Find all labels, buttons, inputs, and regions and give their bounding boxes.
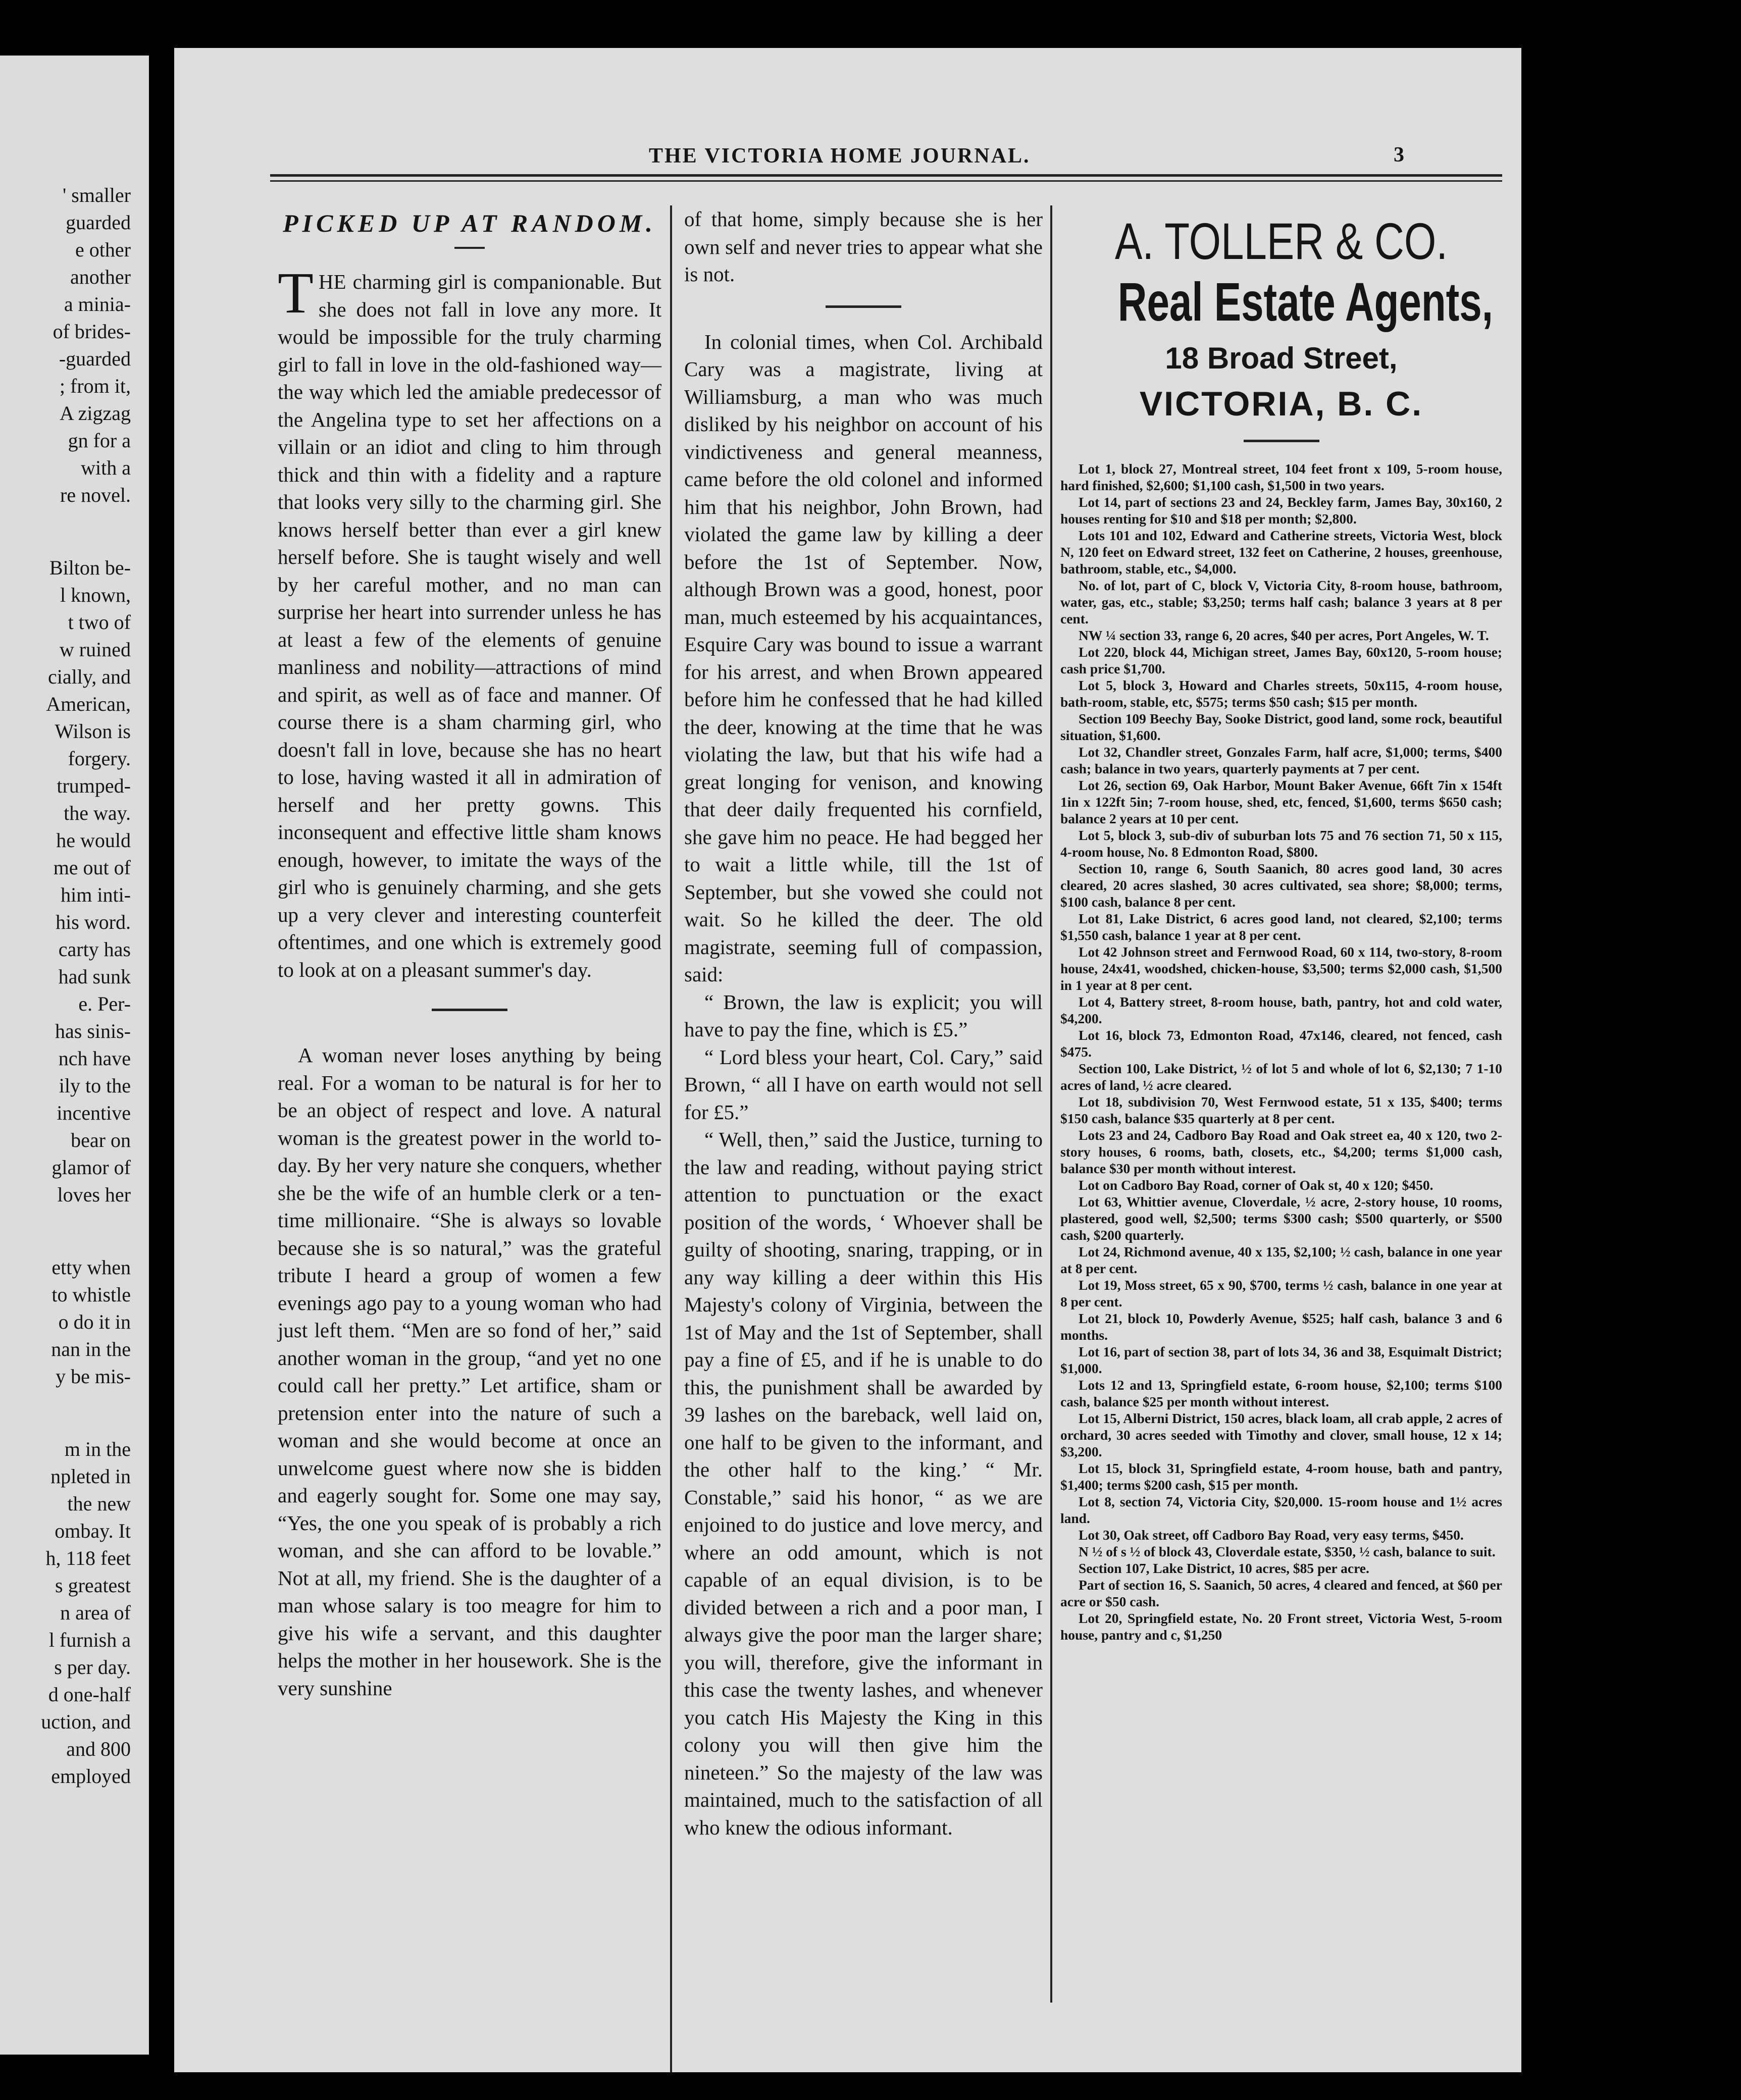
fragment-line: him inti-	[61, 883, 131, 906]
fragment-line: the way.	[64, 802, 131, 824]
fragment-line: glamor of	[52, 1156, 131, 1179]
listing-item: Part of section 16, S. Saanich, 50 acres, 4 cleared and fenced, at $60 per acre or $50 cash.	[1060, 1577, 1502, 1609]
article-title: PICKED UP AT RANDOM.	[283, 209, 656, 237]
fragment-line: and 800	[66, 1738, 131, 1760]
article-paragraph: THE charming girl is companionable. But she does not fall in love any more. It would be impossible for the truly charming girl to fall in love in the old-fashioned way—the way which led the amiable predecessor of the Angelina type to set her affections on a villain or an idiot and cling to him through thick and thin with a fidelity and a rapture that looks very silly to the charming girl. She knows herself better than ever a girl knew herself before. She is taught wisely and well by her careful mother, and no man can surprise her heart into surrender unless he has at least a few of the elements of genuine manliness and nobility—attractions of mind and spirit, as well as of face and manner. Of course there is a sham charming girl, who doesn't fall in love, because she has no heart to lose, having wasted it all in admiration of herself and her pretty gowns. This inconsequent and effective little sham knows enough, however, to imitate the ways of the girl who is genuinely charming, and she gets up a very clever and interesting counterfeit oftentimes, and one which is extremely good to look at on a pleasant summer's day.	[278, 261, 661, 981]
fragment-line: ombay. It	[55, 1519, 131, 1542]
ad-rule	[1244, 440, 1319, 442]
fragment-line: Bilton be-	[49, 556, 131, 579]
listing-item: Lot 20, Springfield estate, No. 20 Front street, Victoria West, 5-room house, pantry and c, $1,250	[1060, 1610, 1502, 1643]
fragment-line: y be mis-	[56, 1365, 131, 1388]
listing-item: Lot 24, Richmond avenue, 40 x 135, $2,100; ½ cash, balance in one year at 8 per cent.	[1060, 1244, 1502, 1276]
listing-item: Lot 220, block 44, Michigan street, James Bay, 60x120, 5-room house; cash price $1,700.	[1060, 644, 1502, 676]
article-paragraph: of that home, simply because she is her own self and never tries to appear what she is not.	[684, 207, 1043, 286]
firm-street: 18 Broad Street,	[1165, 341, 1398, 375]
fragment-line: l furnish a	[48, 1629, 131, 1651]
listing-item: Lot 5, block 3, sub-div of suburban lots 75 and 76 section 71, 50 x 115, 4-room house, No. 8 Edmonton Road, $800.	[1060, 827, 1502, 860]
fragment-line: another	[70, 266, 131, 288]
listing-item: Lot on Cadboro Bay Road, corner of Oak st, 40 x 120; $450.	[1079, 1177, 1433, 1193]
fragment-line: d one-half	[48, 1683, 131, 1706]
fragment-line: re novel.	[60, 484, 131, 506]
newspaper-page	[174, 48, 1521, 2072]
fragment-line: ; from it,	[59, 375, 131, 397]
article-paragraph: In colonial times, when Col. Archibald Cary was a magistrate, living at Williamsburg, a man who was much disliked by his neighbor on account of his vindictiveness and general meanness, came before the old colonel and informed him that his neighbor, John Brown, had violated the game law by killing a deer before the 1st of September. Now, although Brown was a good, honest, poor man, much esteemed by his acquaintances, Esquire Cary was bound to issue a warrant for his arrest, and when Brown appeared before him he confessed that he had killed the deer, knowing at the time that he was violating the law, but that his wife had a great longing for venison, and knowing that deer daily frequented his cornfield, she gave him no peace. He had begged her to wait a little while, till the 1st of September, but she vowed she could not wait. So he killed the deer. The old magistrate, seeming full of compassion, said:	[684, 330, 1043, 986]
listing-item: Lot 42 Johnson street and Fernwood Road, 60 x 114, two-story, 8-room house, 24x41, woodshed, chicken-house, $3,500; terms $2,000 cash, $1,500 in 1 year at 8 per cent.	[1060, 944, 1502, 993]
fragment-line: with a	[81, 456, 131, 479]
fragment-line: cially, and	[47, 665, 131, 688]
fragment-line: carty has	[58, 938, 131, 961]
column-rule	[670, 205, 672, 2072]
fragment-line: e other	[75, 238, 131, 261]
fragment-line: w ruined	[59, 638, 131, 661]
property-listings	[1060, 460, 1502, 1643]
article-paragraph: “ Well, then,” said the Justice, turning to the law and reading, without paying strict attention to punctuation or the exact position of the words, ‘ Whoever shall be guilty of shooting, snaring, trapping, or in any way killing a deer within this His Majesty's colony of Virginia, between the 1st of May and the 1st of September, shall pay a fine of £5, and if he is unable to do this, the punishment shall be awarded by 39 lashes on the bareback, well laid on, one half to be given to the informant, and the other half to the king.’ “ Mr. Constable,” said his honor, “ as we are enjoined to do justice and love mercy, and where an odd amount, which is not capable of an equal division, is to be divided between a rich and a poor man, I always give the poor man the larger share; you will, therefore, give the informant in this case the twenty lashes, and whenever you catch His Majesty the King in this colony you will then give him the nineteen.” So the majesty of the law was maintained, much to the satisfaction of all who knew the odious informant.	[684, 1128, 1043, 1839]
listing-item: Lot 4, Battery street, 8-room house, bath, pantry, hot and cold water, $4,200.	[1060, 994, 1502, 1026]
listing-item: Lot 5, block 3, Howard and Charles streets, 50x115, 4-room house, bath-room, stable, etc, $575; terms $50 cash; $15 per month.	[1060, 677, 1502, 710]
drop-cap: T	[278, 261, 314, 326]
fragment-line: s greatest	[55, 1574, 131, 1597]
section-rule	[432, 1009, 507, 1011]
firm-name: A. TOLLER & CO.	[1114, 213, 1448, 270]
fragment-line: me out of	[53, 856, 131, 879]
header-rule	[270, 180, 1502, 182]
column-2	[684, 205, 1043, 1841]
listing-item: Lot 63, Whittier avenue, Cloverdale, ½ acre, 2-story house, 10 rooms, plastered, good well, $2,500; terms $300 cash; $500 quarterly, or $500 cash, $200 quarterly.	[1060, 1194, 1502, 1243]
fragment-line: t two of	[68, 611, 131, 634]
fragment-line: n area of	[60, 1601, 131, 1624]
fragment-line: ily to the	[59, 1074, 131, 1097]
real-estate-advertisement	[1060, 205, 1502, 1643]
listing-item: Lot 16, part of section 38, part of lots 34, 36 and 38, Esquimalt District; $1,000.	[1060, 1344, 1502, 1376]
fragment-line: uction, and	[41, 1710, 131, 1733]
listing-item: Lot 16, block 73, Edmonton Road, 47x146, cleared, not fenced, cash $475.	[1060, 1027, 1502, 1060]
listing-item: No. of lot, part of C, block V, Victoria City, 8-room house, bathroom, water, gas, etc., stable; $3,250; terms half cash; balance 3 years at 8 per cent.	[1060, 578, 1502, 626]
adjacent-page-fragment	[0, 56, 149, 2055]
fragment-line: the new	[67, 1492, 131, 1515]
listing-item: Lot 15, block 31, Springfield estate, 4-room house, bath and pantry, $1,400; terms $200 cash, $15 per month.	[1060, 1460, 1502, 1493]
fragment-line: forgery.	[68, 747, 131, 770]
listing-item: Lot 26, section 69, Oak Harbor, Mount Baker Avenue, 66ft 7in x 154ft 1in x 122ft 5in; 7-room house, shed, etc, fenced, $1,600, terms $650 cash; balance 2 years at 10 per cent.	[1060, 777, 1502, 826]
fragment-line: incentive	[57, 1101, 131, 1124]
listing-item: NW ¼ section 33, range 6, 20 acres, $40 per acres, Port Angeles, W. T.	[1079, 627, 1489, 643]
header-rule	[270, 174, 1502, 177]
listing-item: Lots 101 and 102, Edward and Catherine streets, Victoria West, block N, 120 feet on Edward street, 132 feet on Catherine, 2 houses, greenhouse, bathroom, stable, etc., $4,000.	[1060, 528, 1502, 576]
fragment-line: guarded	[66, 211, 131, 234]
fragment-line: etty when	[52, 1256, 131, 1279]
article-paragraph: “ Brown, the law is explicit; you will have to pay the fine, which is £5.”	[684, 990, 1043, 1041]
fragment-line: s per day.	[54, 1656, 131, 1678]
listing-item: Lot 21, block 10, Powderly Avenue, $525; half cash, balance 3 and 6 months.	[1060, 1310, 1502, 1343]
journal-title: THE VICTORIA HOME JOURNAL.	[649, 144, 1031, 168]
column-1	[278, 205, 661, 1702]
fragment-line: has sinis-	[55, 1020, 131, 1042]
fragment-line: ' smaller	[63, 184, 131, 206]
fragment-line: Wilson is	[55, 720, 131, 743]
fragment-line: nch have	[58, 1047, 131, 1070]
listing-item: Lots 23 and 24, Cadboro Bay Road and Oak street ea, 40 x 120, two 2-story houses, 6 rooms, bath, closets, etc., $4,200; terms $1,000 cash, balance $30 per month without interest.	[1060, 1127, 1502, 1176]
firm-title: Real Estate Agents,	[1117, 271, 1493, 332]
fragment-line: loves her	[57, 1183, 131, 1206]
fragment-line: he would	[56, 829, 131, 852]
firm-city: VICTORIA, B. C.	[1139, 385, 1423, 423]
listing-item: Lot 32, Chandler street, Gonzales Farm, half acre, $1,000; terms, $400 cash; balance in two years, quarterly payments at 7 per cent.	[1060, 744, 1502, 776]
listing-item: Lot 1, block 27, Montreal street, 104 feet front x 109, 5-room house, hard finished, $2,600; $1,100 cash, $1,500 in two years.	[1060, 461, 1502, 493]
fragment-line: to whistle	[52, 1283, 131, 1306]
article-paragraph: “ Lord bless your heart, Col. Cary,” said Brown, “ all I have on earth would not sell for £5.”	[684, 1045, 1043, 1124]
fragment-line: bear on	[71, 1129, 131, 1151]
fragment-line: nan in the	[51, 1338, 131, 1360]
fragment-line: A zigzag	[59, 402, 131, 425]
listing-item: Section 109 Beechy Bay, Sooke District, good land, some rock, beautiful situation, $1,600.	[1060, 711, 1502, 743]
listing-item: Lot 81, Lake District, 6 acres good land, not cleared, $2,100; terms $1,550 cash, balance 1 year at 8 per cent.	[1060, 911, 1502, 943]
listing-item: Lot 14, part of sections 23 and 24, Beckley farm, James Bay, 30x160, 2 houses renting for $10 and $18 per month; $2,800.	[1060, 494, 1502, 527]
fragment-line: trumped-	[57, 774, 131, 797]
fragment-line: had sunk	[58, 965, 131, 988]
article-paragraph: A woman never loses anything by being real. For a woman to be natural is for her to be an object of respect and love. A natural woman is the greatest power in the world to-day. By her very nature she conquers, whether she be the wife of an humble clerk or a ten-time millionaire. “She is always so lovable because she is so natural,” was the grateful tribute I heard a group of women a few evenings ago pay to a young woman who had just left them. “Men are so fond of her,” said another woman in the group, “and yet no one could call her pretty.” Let artifice, sham or pretension enter into the nature of such a woman and she would become at once an unwelcome guest where now she is bidden and eagerly sought for. Some one may say, “Yes, the one you speak of is probably a rich woman, and she can afford to be lovable.” Not at all, my friend. She is the daughter of a man whose salary is too meagre for him to give his wife a servant, and this daughter helps the mother in her housework. She is the very sunshine	[278, 1043, 661, 1700]
column-rule	[1050, 205, 1052, 2003]
fragment-line: employed	[51, 1765, 131, 1788]
listing-item: N ½ of s ½ of block 43, Cloverdale estate, $350, ½ cash, balance to suit.	[1079, 1544, 1496, 1559]
fragment-line: of brides-	[53, 320, 131, 343]
listing-item: Lot 19, Moss street, 65 x 90, $700, terms ½ cash, balance in one year at 8 per cent.	[1060, 1277, 1502, 1309]
listing-item: Lot 30, Oak street, off Cadboro Bay Road, very easy terms, $450.	[1079, 1527, 1464, 1543]
title-rule	[454, 247, 485, 249]
listing-item: Section 100, Lake District, ½ of lot 5 and whole of lot 6, $2,130; 7 1-10 acres of land, ½ acre cleared.	[1060, 1061, 1502, 1093]
section-rule	[826, 305, 901, 308]
page-number: 3	[1394, 143, 1404, 167]
fragment-line: his word.	[56, 911, 131, 933]
fragment-line: American,	[46, 693, 131, 715]
fragment-line: -guarded	[59, 347, 131, 370]
fragment-line: gn for a	[68, 429, 131, 452]
listing-item: Lot 15, Alberni District, 150 acres, black loam, all crab apple, 2 acres of orchard, 30 acres seeded with Timothy and clover, small house, 12 x 14; $3,200.	[1060, 1410, 1502, 1459]
listing-item: Section 10, range 6, South Saanich, 80 acres good land, 30 acres cleared, 20 acres slashed, 30 acres cultivated, sea shore; $8,000; terms, $100 cash, balance 8 per cent.	[1060, 861, 1502, 910]
listing-item: Section 107, Lake District, 10 acres, $85 per acre.	[1079, 1560, 1369, 1576]
fragment-line: h, 118 feet	[45, 1547, 131, 1569]
fragment-line: e. Per-	[78, 992, 131, 1015]
listing-item: Lot 8, section 74, Victoria City, $20,000. 15-room house and 1½ acres land.	[1060, 1494, 1502, 1526]
listing-item: Lots 12 and 13, Springfield estate, 6-room house, $2,100; terms $100 cash, balance $25 per month without interest.	[1060, 1377, 1502, 1409]
fragment-line: m in the	[64, 1438, 131, 1460]
listing-item: Lot 18, subdivision 70, West Fernwood estate, 51 x 135, $400; terms $150 cash, balance $35 quarterly at 8 per cent.	[1060, 1094, 1502, 1126]
fragment-line: o do it in	[58, 1310, 131, 1333]
fragment-line: l known,	[60, 584, 131, 606]
fragment-line: npleted in	[50, 1465, 131, 1488]
fragment-line: a minia-	[64, 293, 131, 316]
